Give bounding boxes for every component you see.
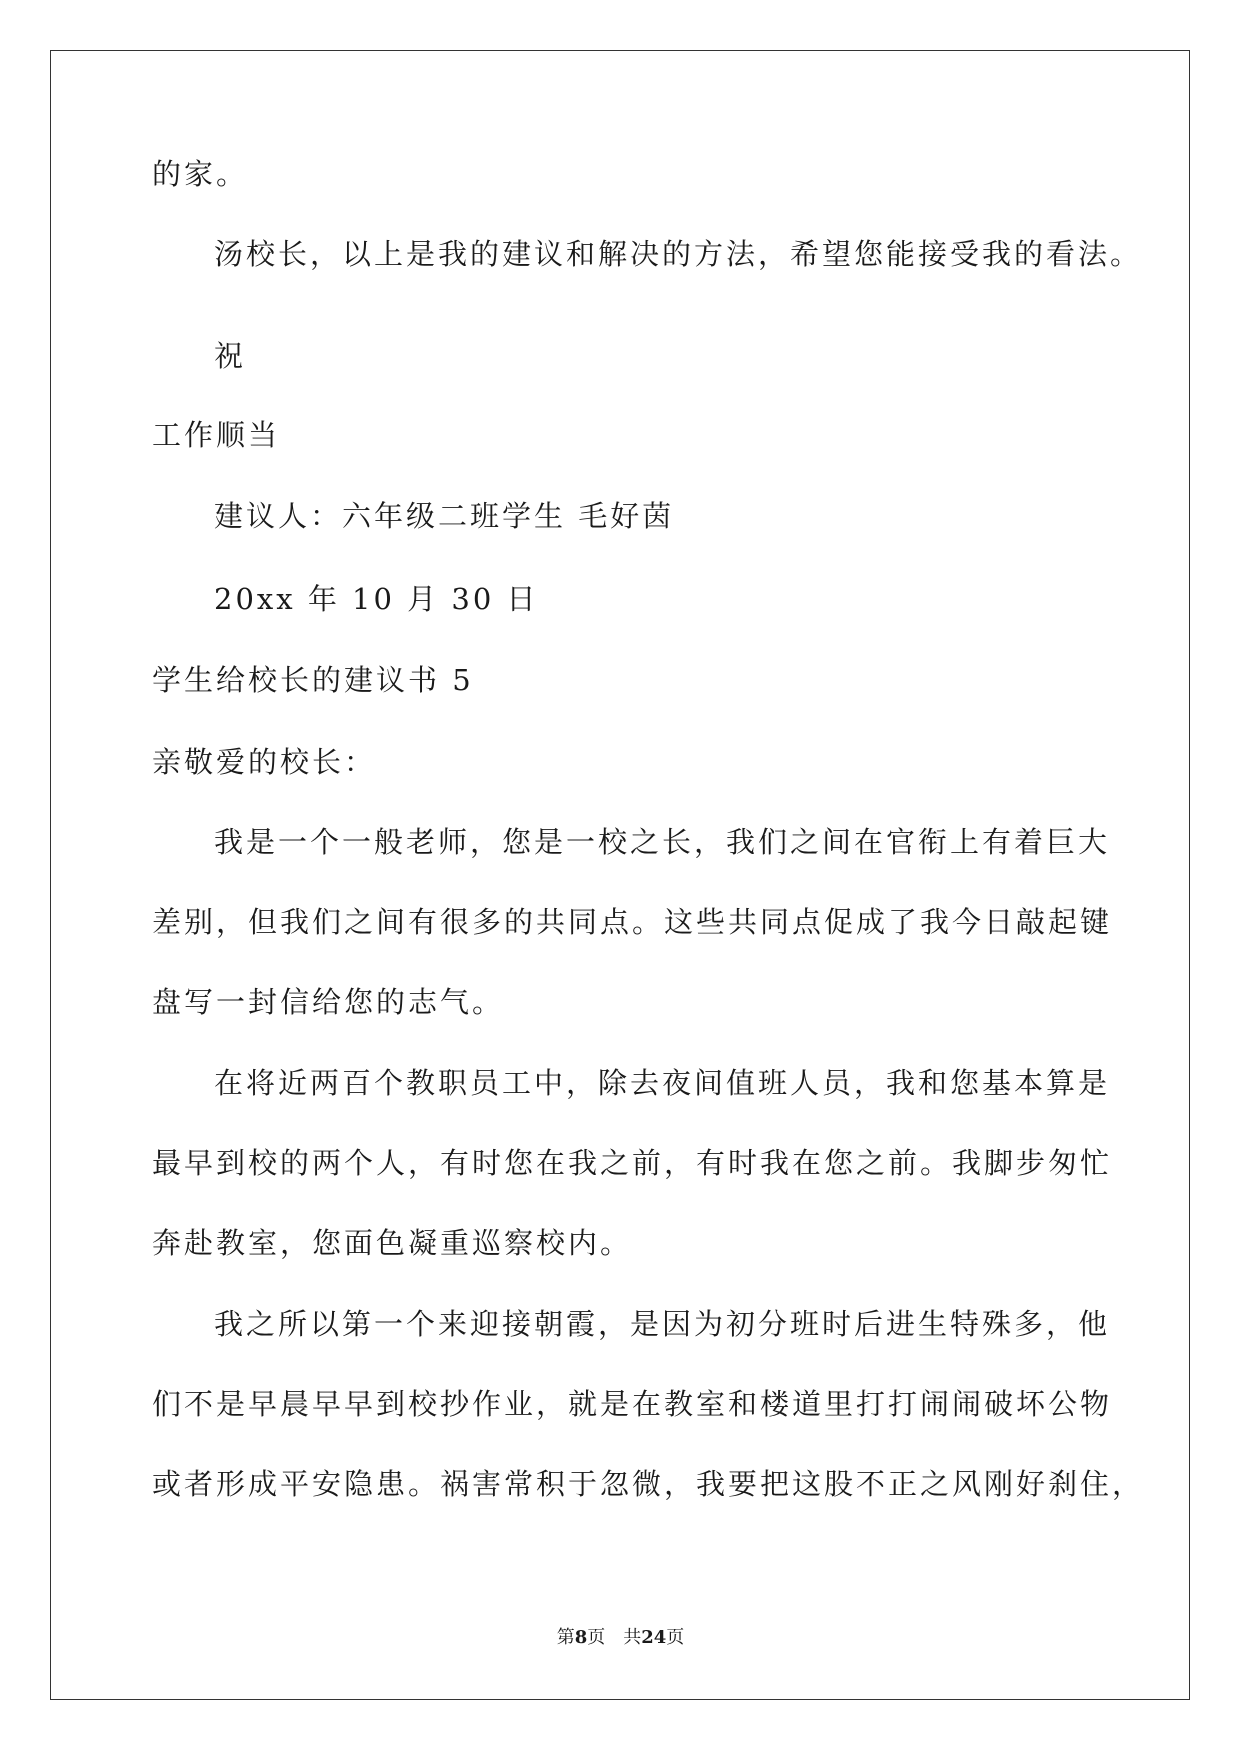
text-line: 汤校长，以上是我的建议和解决的方法，希望您能接受我的看法。 — [214, 237, 1143, 271]
salutation: 亲敬爱的校长： — [152, 745, 377, 779]
text-line: 或者形成平安隐患。祸害常积于忽微，我要把这股不正之风刚好刹住， — [152, 1467, 1145, 1501]
footer-page-suffix: 页 — [587, 1627, 606, 1648]
footer-page-number: 8 — [574, 1627, 588, 1648]
text-line: 的家。 — [152, 157, 249, 191]
section-title: 学生给校长的建议书 5 — [152, 663, 474, 697]
footer-total-prefix: 共 — [623, 1627, 642, 1648]
text-line: 我之所以第一个来迎接朝霞，是因为初分班时后进生特殊多，他 — [214, 1307, 1111, 1341]
signature-line: 建议人：六年级二班学生 毛好茵 — [214, 499, 675, 533]
text-line: 祝 — [214, 339, 247, 373]
page-footer — [0, 1623, 1241, 1649]
text-line: 奔赴教室，您面色凝重巡察校内。 — [152, 1226, 633, 1260]
text-line: 工作顺当 — [152, 418, 281, 452]
text-line: 差别，但我们之间有很多的共同点。这些共同点促成了我今日敲起键 — [152, 905, 1113, 939]
text-line: 盘写一封信给您的志气。 — [152, 985, 505, 1019]
date-line: 20xx 年 10 月 30 日 — [214, 582, 539, 616]
footer-total-suffix: 页 — [666, 1627, 685, 1648]
footer-prefix: 第 — [556, 1627, 575, 1648]
text-line: 我是一个一般老师，您是一校之长，我们之间在官衔上有着巨大 — [214, 825, 1111, 859]
text-line: 在将近两百个教职员工中，除去夜间值班人员，我和您基本算是 — [214, 1066, 1111, 1100]
footer-total-pages: 24 — [641, 1627, 667, 1648]
text-line: 们不是早晨早早到校抄作业，就是在教室和楼道里打打闹闹破坏公物 — [152, 1387, 1113, 1421]
page-border — [50, 50, 1190, 1700]
text-line: 最早到校的两个人，有时您在我之前，有时我在您之前。我脚步匆忙 — [152, 1146, 1113, 1180]
